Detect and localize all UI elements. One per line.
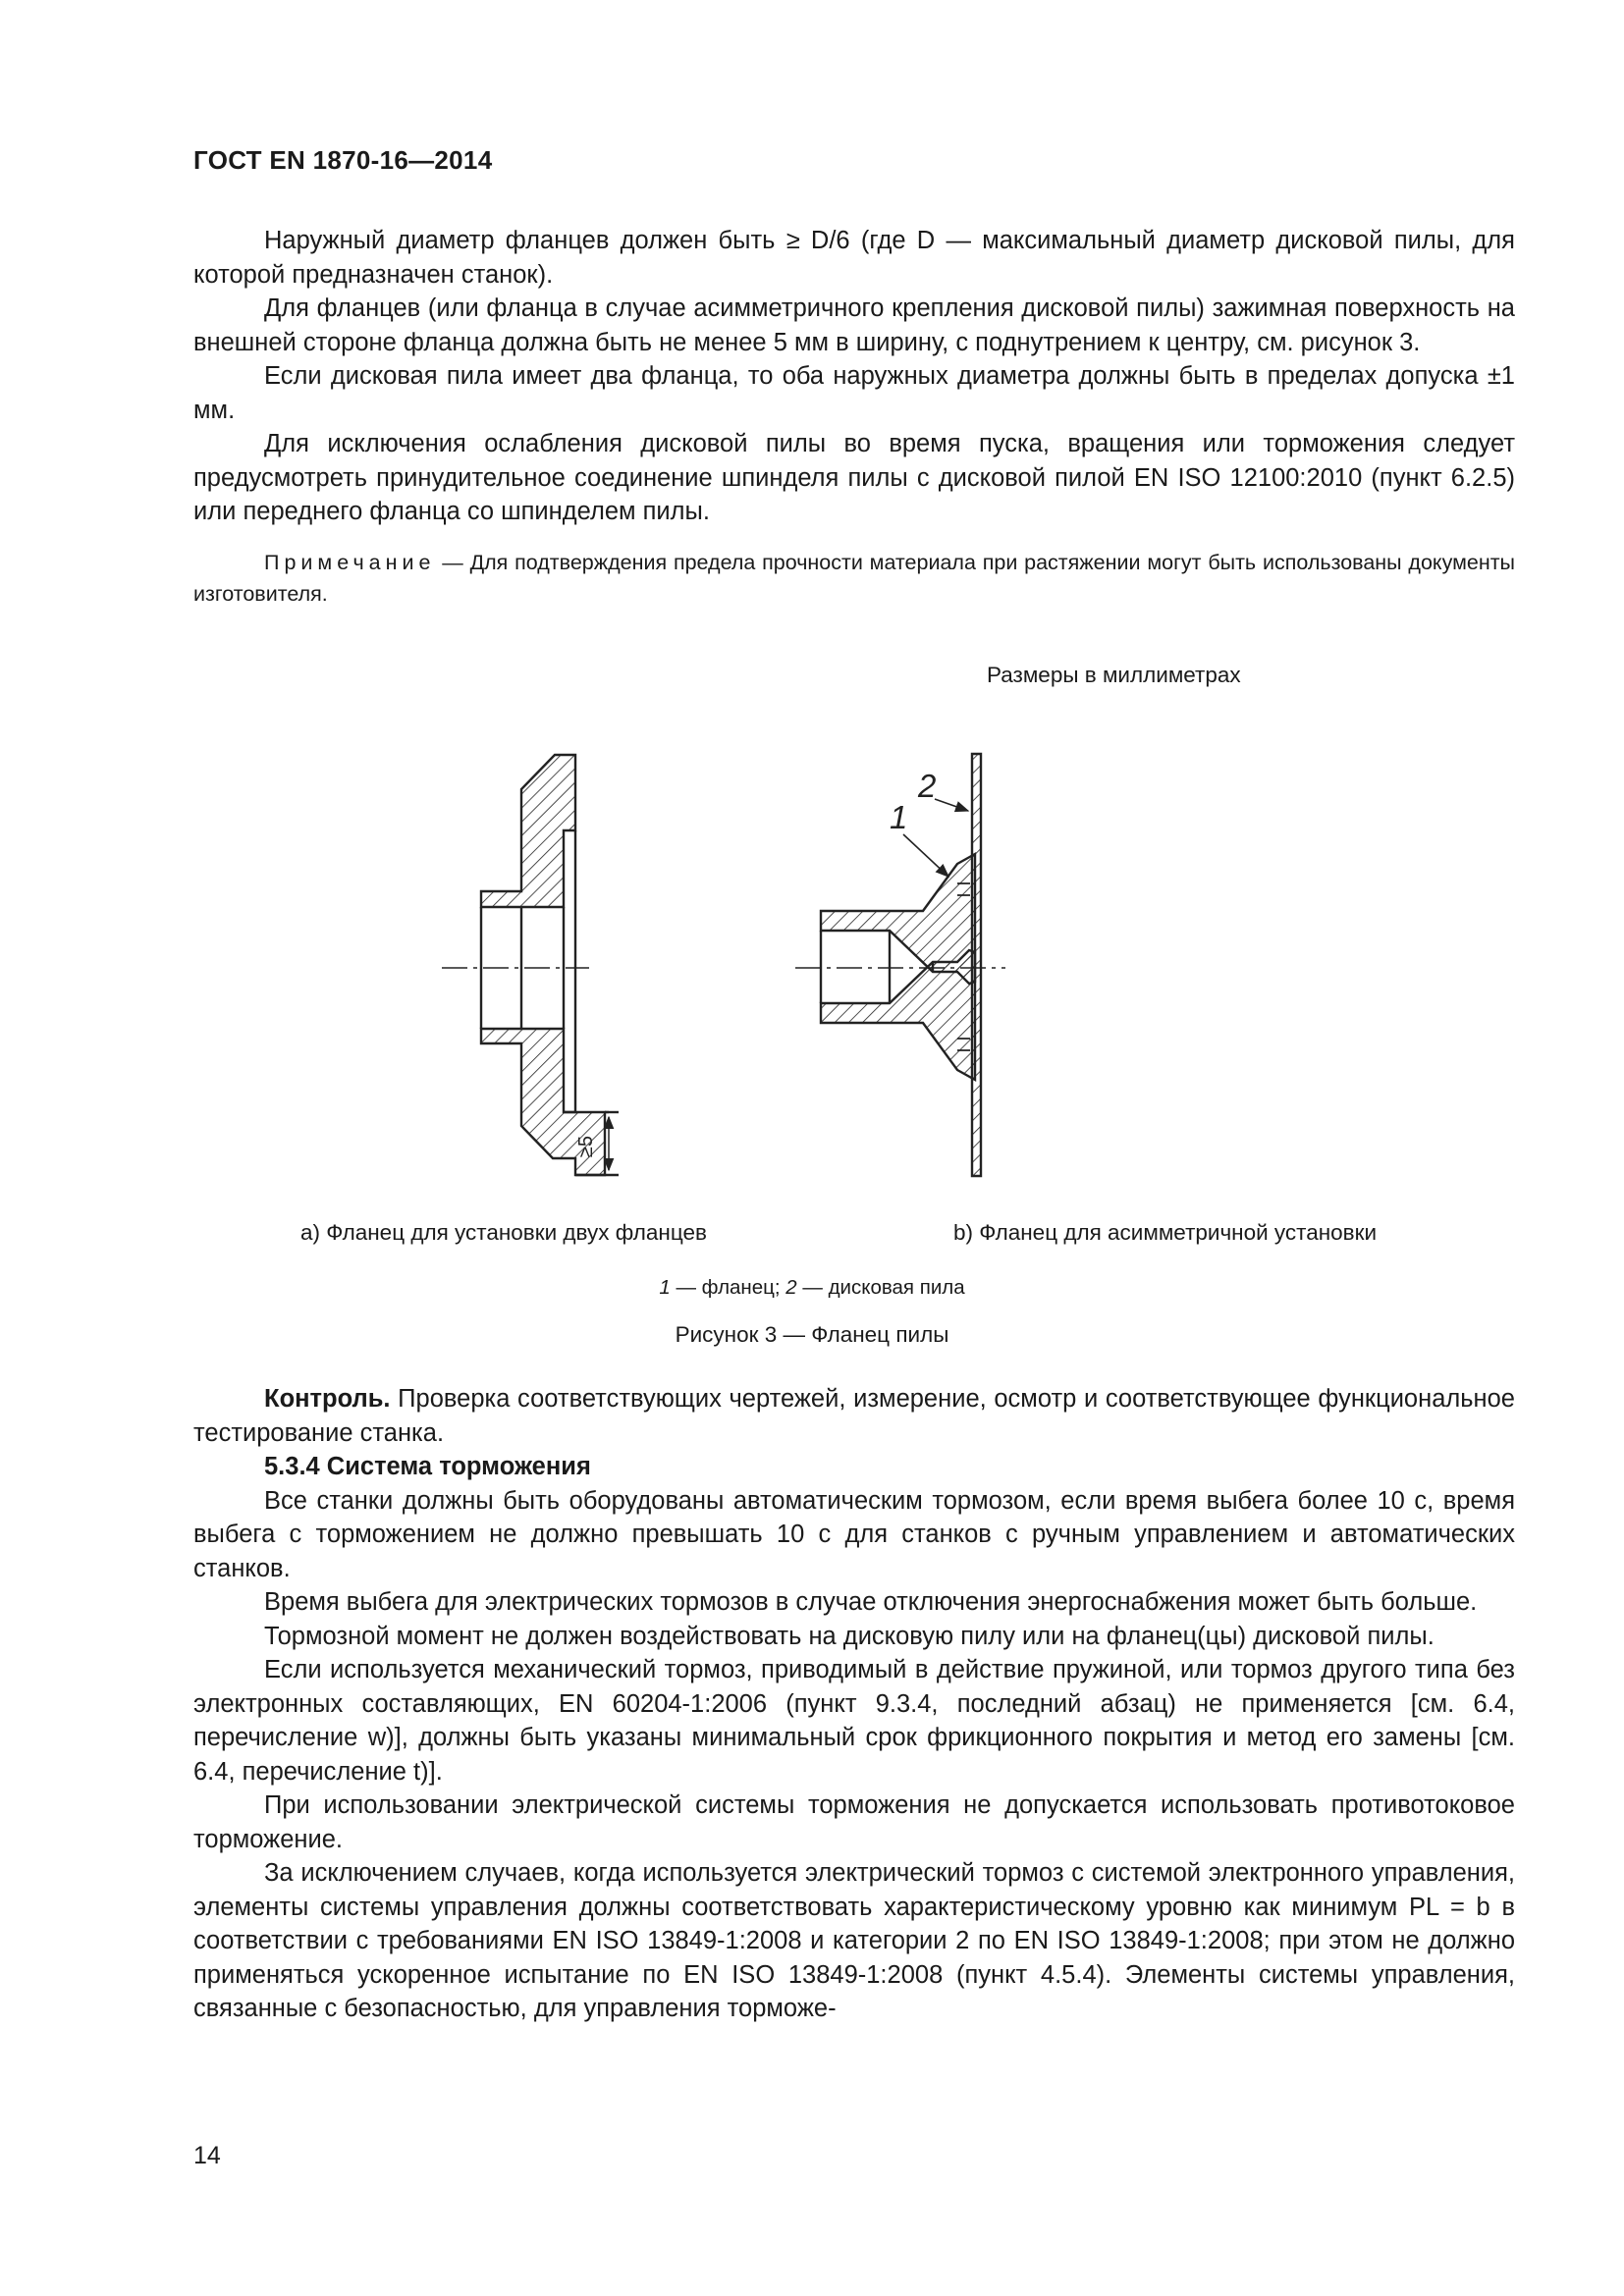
caption-a: а) Фланец для установки двух фланцев [300, 1220, 707, 1245]
paragraph: Тормозной момент не должен воздействовать на дисковую пилу или на фланец(цы) дисковой пилы. [264, 1622, 1435, 1650]
figure-3-drawing [422, 726, 1306, 1207]
paragraph: При использовании электрической системы торможения не допускается использовать противотоковое торможение. [193, 1791, 1515, 1853]
label-1: 1 [890, 799, 908, 835]
legend-number: 1 [659, 1276, 671, 1299]
paragraph: Для фланцев (или фланца в случае асимметричного крепления дисковой пилы) зажимная поверхность на внешней стороне фланца должна быть не менее 5 мм в ширину, с поднутрением к центру, см. рисунок 3. [193, 294, 1515, 356]
figure-units: Размеры в миллиметрах [987, 663, 1241, 687]
flange-a-upper-section [481, 755, 575, 907]
caption-b: b) Фланец для асимметричной установки [953, 1220, 1378, 1245]
body-text [193, 1382, 1515, 2026]
label-2: 2 [918, 768, 937, 804]
flange-b-lower-section [821, 950, 975, 1080]
control-text: Проверка соответствующих чертежей, измерение, осмотр и соответствующее функциональное тестирование станка. [193, 1385, 1515, 1447]
paragraph: Для исключения ослабления дисковой пилы во время пуска, вращения или торможения следует предусмотреть принудительное соединение шпинделя пилы с дисковой пилой EN ISO 12100:2010 (пункт 6.2.5) или переднего фланца со шпинделем пилы. [193, 430, 1515, 525]
paragraph: Время выбега для электрических тормозов в случае отключения энергоснабжения может быть больше. [264, 1588, 1478, 1616]
saw-blade [972, 754, 981, 1176]
figure-title: Рисунок 3 — Фланец пилы [675, 1322, 949, 1347]
control-label: Контроль. [264, 1385, 391, 1413]
section-heading: 5.3.4 Система торможения [264, 1453, 591, 1480]
paragraph: Наружный диаметр фланцев должен быть ≥ D/6 (где D — максимальный диаметр дисковой пилы, для которой предназначен станок). [193, 227, 1515, 289]
paragraph: Если дисковая пила имеет два фланца, то оба наружных диаметра должны быть в пределах допуска ±1 мм. [193, 362, 1515, 424]
paragraph: Если используется механический тормоз, приводимый в действие пружиной, или тормоз другого типа без электронных составляющих, EN 60204-1:2006 (пункт 9.3.4, последний абзац) не применяется [см. 6.4, перечисление w)], должны быть указаны минимальный срок фрикционного покрытия и метод его замены [см. 6.4, перечисление t)]. [193, 1656, 1515, 1786]
page-number: 14 [193, 2142, 221, 2169]
standard-header: ГОСТ EN 1870-16—2014 [193, 145, 493, 175]
figure-legend [0, 1276, 1624, 1300]
legend-text: — дисковая пила [796, 1276, 965, 1299]
paragraph: Все станки должны быть оборудованы автоматическим тормозом, если время выбега более 10 с, время выбега с торможением не должно превышать 10 с для станков с ручным управлением и автоматических станков. [193, 1486, 1515, 1582]
legend-text: — фланец; [670, 1276, 786, 1299]
intro-text [193, 224, 1515, 610]
paragraph: За исключением случаев, когда используется электрический тормоз с системой электронного управления, элементы системы управления должны соответствовать характеристическому уровню как минимум PL = b в соответствии с требованиями EN ISO 13849-1:2008 и категории 2 по EN ISO 13849-1:2008; при этом не должно применяться ускоренное испытание по EN ISO 13849-1:2008 (пункт 4.5.4). Элементы системы управления, связанные с безопасностью, для управления торможе- [193, 1859, 1515, 2022]
flange-a-drawing [481, 755, 605, 1175]
note [193, 547, 1515, 610]
legend-number: 2 [785, 1276, 797, 1299]
note-text: — Для подтверждения предела прочности материала при растяжении могут быть использованы документы изготовителя. [193, 550, 1515, 606]
dimension-label: ≥5 [575, 1135, 597, 1158]
control-paragraph [193, 1382, 1515, 1450]
note-label: Примечание [264, 550, 436, 574]
